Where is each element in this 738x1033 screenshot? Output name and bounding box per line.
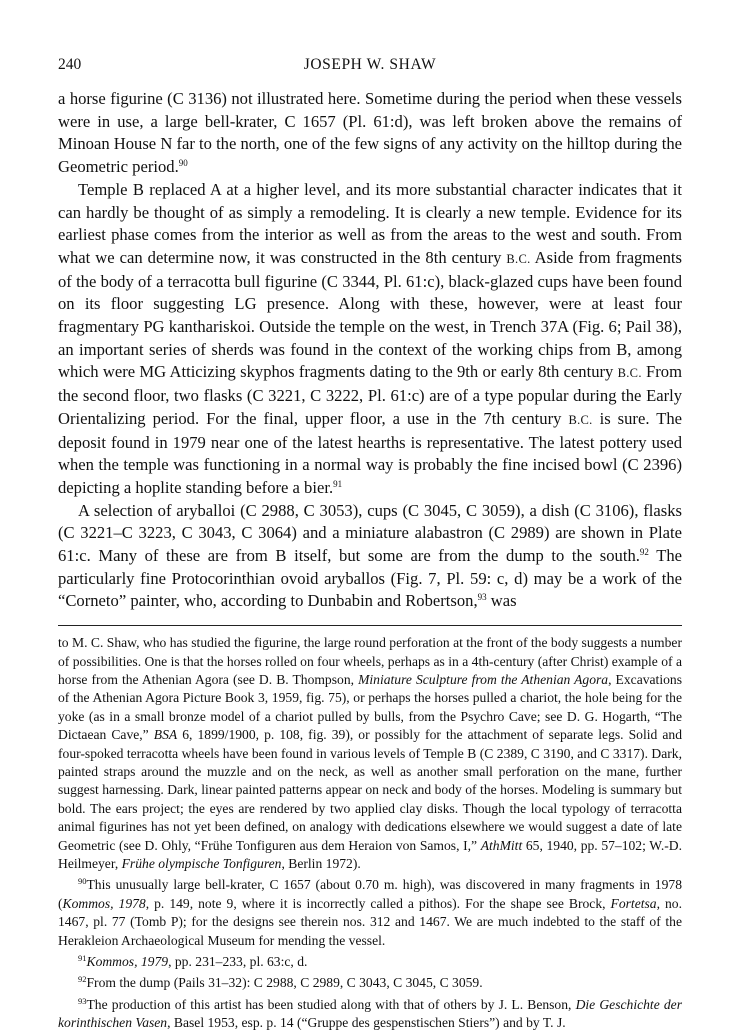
- footnote-continuation: [58, 634, 682, 873]
- text-run: Temple B replaced A at a higher level, and its more substantial character indicates that it can hardly be thought of as simply a remodeling. It is clearly a new temple. Evidence for its earliest phase comes from the interior as well as from the areas to the west and south. From what we can determine now, it was constructed in the 8th century: [58, 179, 682, 267]
- footnote: [58, 876, 682, 950]
- paragraph: [58, 500, 682, 614]
- footnotes: [58, 634, 682, 1033]
- footnote-reference: 91: [333, 478, 343, 489]
- paragraph: [58, 88, 682, 179]
- text-run: A selection of aryballoi (C 2988, C 3053), cups (C 3045, C 3059), a dish (C 3106), flasks (C 3221–C 3223, C 3043, C 3064) and a miniature alabastron (C 2989) are shown in Plate 61:c. Many of these are from B itself, but some are from the dump to the south.: [58, 500, 682, 566]
- footnote-number: 90: [78, 876, 87, 887]
- italic-text: Frühe olympische Tonfiguren: [121, 856, 282, 872]
- footnote: [58, 974, 682, 992]
- small-caps-era: B.C.: [506, 251, 531, 266]
- text-run: , Excavations of the Athenian Agora Picture Book 3, 1959, fig. 75), or perhaps the horses pulled a chariot, the hole being for the yoke (as in a small bronze model of a chariot pulled by bulls, from the Psychro Cave; see D. G. Hogarth, “The Dictaean Cave,”: [58, 671, 682, 743]
- text-run: 6, 1899/1900, p. 108, fig. 39), or possibly for the attachment of separate legs. Solid and four-spoked terracotta wheels have been found in various levels of Temple B (C 2389, C 3190, and C 3317). Dark, painted straps around the muzzle and on the neck, as well as another small perforation on the mane, further suggest harnessing. Dark, linear painted patterns appear on neck and body of the horses. Modeling is summary but bold. The ears project; the eyes are rendered by two applied clay disks. Though the local typology of terracotta animal figurines has not yet been defined, on analogy with dedications elsewhere we would suggest a date of late Geometric (see D. Ohly, “Frühe Tonfiguren aus dem Heraion von Samos, I,”: [58, 727, 682, 853]
- footnote-reference: 90: [178, 158, 188, 169]
- text-run: , Basel 1953, esp. p. 14 (“Gruppe des gespenstischen Stiers”) and by T. J.: [167, 1015, 566, 1031]
- italic-text: BSA: [153, 727, 178, 743]
- running-head-author: JOSEPH W. SHAW: [303, 56, 437, 73]
- footnote: [58, 996, 682, 1033]
- text-run: The production of this artist has been studied along with that of others by J. L. Benson,: [86, 996, 576, 1012]
- text-run: to M. C. Shaw, who has studied the figurine, the large round perforation at the front of the body suggests a number of possibilities. One is that the horses rolled on four wheels, perhaps as in a 4th-century (after Christ) example of a horse from the Athenian Agora (see D. B. Thompson,: [58, 635, 682, 687]
- text-run: , p. 149, note 9, where it is incorrectly called a pithos). For the shape see Brock,: [145, 895, 611, 911]
- italic-text: Kommos, 1978: [62, 895, 146, 911]
- text-run: a horse figurine (C 3136) not illustrated here. Sometime during the period when these vessels were in use, a large bell-krater, C 1657 (Pl. 61:d), was left broken above the remains of Minoan House N far to the north, one of the few signs of any activity on the hilltop during the Geometric period.: [58, 89, 682, 177]
- italic-text: AthMitt: [480, 837, 523, 853]
- text-run: , Berlin 1972).: [281, 856, 361, 872]
- page: [58, 56, 682, 1033]
- footnote-number: 93: [78, 995, 87, 1006]
- italic-text: Fortetsa: [610, 895, 657, 911]
- text-run: The particularly fine Protocorinthian ovoid aryballos (Fig. 7, Pl. 59: c, d) may be a work of the “Corneto” painter, who, according to Dunbabin and Robertson,: [58, 546, 683, 611]
- italic-text: Miniature Sculpture from the Athenian Agora: [358, 671, 609, 687]
- text-run: was: [486, 591, 517, 611]
- italic-text: Die Geschichte der korinthischen Vasen: [58, 996, 682, 1031]
- text-run: 65, 1940, pp. 57–102; W.-D. Heilmeyer,: [58, 837, 682, 872]
- italic-text: Kommos, 1979: [86, 954, 169, 970]
- text-run: Aside from fragments of the body of a terracotta bull figurine (C 3344, Pl. 61:c), black-glazed cups have been found on its floor suggesting LG presence. Along with these, however, were at least four fragmentary PG kanthariskoi. Outside the temple on the west, in Trench 37A (Fig. 6; Pail 38), an important series of sherds was found in the context of the working chips from B, among which were MG Atticizing skyphos fragments dating to the 9th or early 8th century: [58, 247, 682, 382]
- text-run: , no. 1467, pl. 77 (Tomb P); for the designs see therein nos. 312 and 1467. We are much indebted to the staff of the Herakleion Archaeological Museum for mending the vessel.: [58, 895, 683, 948]
- small-caps-era: B.C.: [568, 412, 593, 427]
- text-run: , pp. 231–233, pl. 63:c, d.: [168, 954, 308, 970]
- footnote: [58, 953, 682, 971]
- text-run: From the second floor, two flasks (C 3221, C 3222, Pl. 61:c) are of a type popular during the Early Orientalizing period. For the final, upper floor, a use in the 7th century: [58, 362, 683, 428]
- text-run: This unusually large bell-krater, C 1657 (about 0.70 m. high), was discovered in many fragments in 1978 (: [58, 877, 682, 911]
- body-text: [58, 88, 682, 613]
- page-number: 240: [58, 56, 82, 73]
- text-run: is sure. The deposit found in 1979 near one of the latest hearths is representative. The latest pottery used when the temple was functioning in a normal way is probably the fine incised bowl (C 2396) depicting a hoplite standing before a bier.: [58, 408, 682, 497]
- footnote-reference: 93: [477, 592, 487, 603]
- text-run: From the dump (Pails 31–32): C 2988, C 2989, C 3043, C 3045, C 3059.: [86, 975, 483, 991]
- footnote-number: 92: [78, 974, 87, 985]
- footnote-reference: 92: [639, 547, 649, 558]
- paragraph: [58, 179, 682, 500]
- small-caps-era: B.C.: [617, 366, 642, 381]
- running-head: [58, 56, 682, 78]
- footnote-rule: [58, 625, 682, 626]
- footnote-number: 91: [78, 953, 87, 964]
